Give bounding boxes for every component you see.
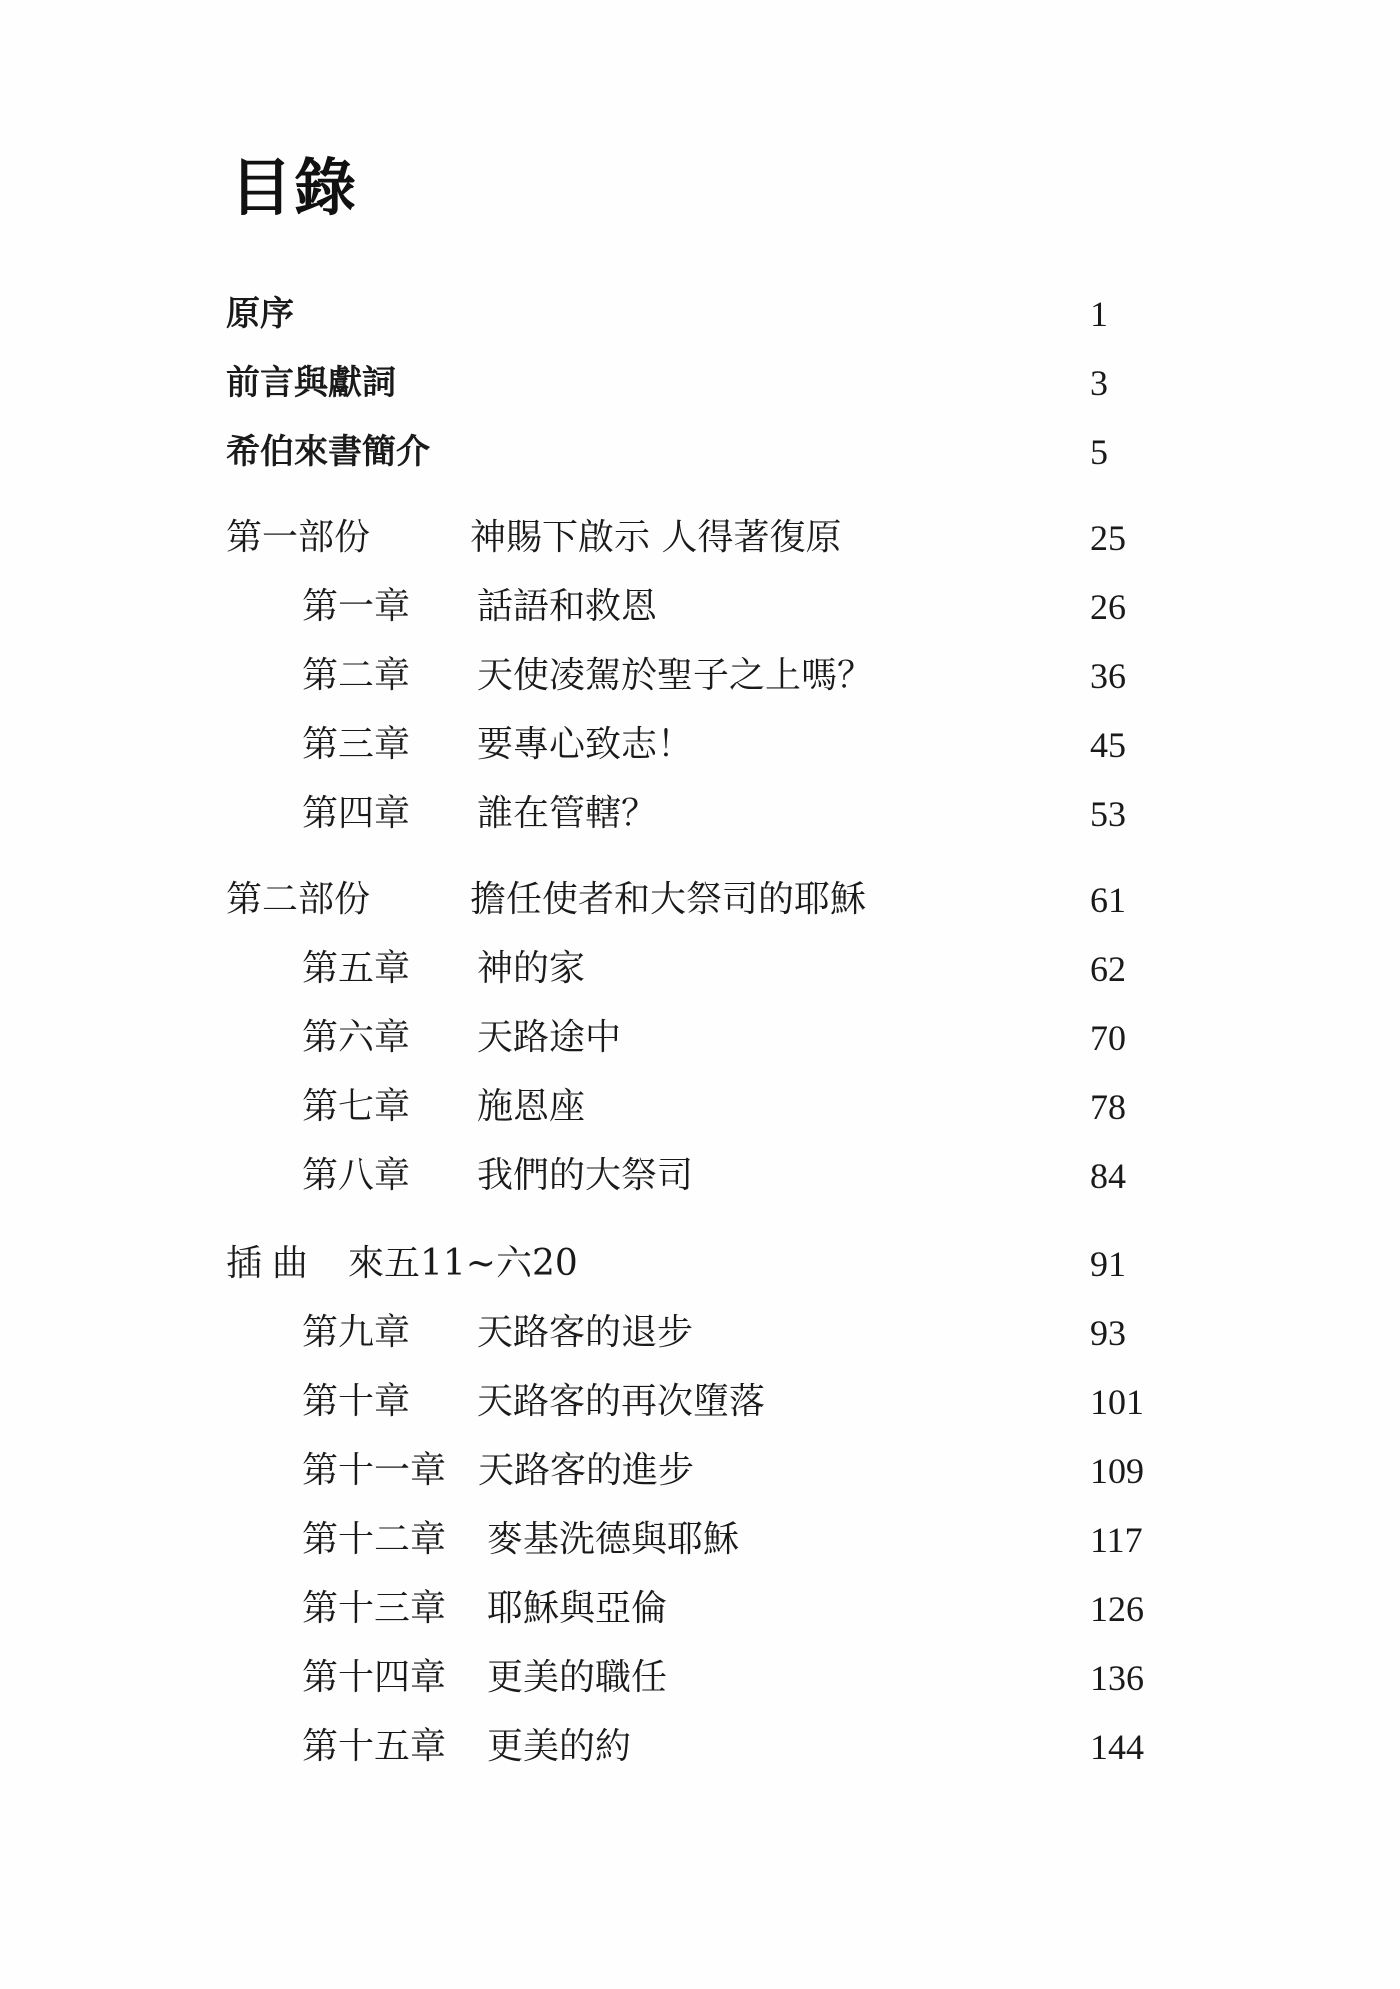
toc-chapter-label: 第六章 [302,1017,411,1058]
toc-page-number: 53 [1090,794,1126,834]
toc-chapter-title: 耶穌與亞倫 [487,1588,668,1629]
toc-page-number: 61 [1090,880,1126,920]
toc-chapter-label: 第三章 [302,724,411,765]
toc-page-number: 144 [1090,1727,1144,1767]
toc-chapter-12 [0,1516,1400,1564]
toc-chapter-title: 神的家 [477,948,586,989]
toc-chapter-title: 誰在管轄？ [477,793,658,834]
toc-entry-label: 原序 [226,294,294,334]
toc-chapter-8 [0,1152,1400,1200]
toc-chapter-label: 第五章 [302,948,411,989]
toc-page-number: 3 [1090,363,1108,403]
toc-part-1 [0,514,1400,562]
toc-chapter-3 [0,721,1400,769]
toc-chapter-title: 更美的職任 [487,1657,668,1698]
toc-part-label: 第一部份 [226,517,371,558]
toc-chapter-label: 第四章 [302,793,411,834]
toc-chapter-label: 第十三章 [302,1588,447,1629]
toc-chapter-label: 第十四章 [302,1657,447,1698]
toc-chapter-13 [0,1585,1400,1633]
toc-part-label: 第二部份 [226,879,371,920]
toc-page-number: 36 [1090,656,1126,696]
toc-interlude [0,1240,1400,1288]
toc-chapter-label: 第七章 [302,1086,411,1127]
toc-page-number: 45 [1090,725,1126,765]
toc-chapter-10 [0,1378,1400,1426]
toc-chapter-1 [0,583,1400,631]
toc-chapter-title: 要專心致志！ [477,724,694,765]
toc-interlude-label: 插曲 [226,1243,319,1284]
toc-chapter-2 [0,652,1400,700]
toc-page-number: 26 [1090,587,1126,627]
page-title: 目錄 [230,151,359,224]
toc-chapter-title: 天使凌駕於聖子之上嗎？ [477,655,874,696]
toc-entry-label: 希伯來書簡介 [226,432,430,472]
toc-interlude-title: 來五11~六20 [348,1243,578,1284]
toc-page-number: 136 [1090,1658,1144,1698]
toc-chapter-label: 第九章 [302,1312,411,1353]
toc-chapter-title: 天路途中 [477,1017,622,1058]
toc-page-number: 117 [1090,1520,1143,1560]
toc-chapter-label: 第一章 [302,586,411,627]
toc-chapter-4 [0,790,1400,838]
toc-chapter-15 [0,1723,1400,1771]
toc-page-number: 5 [1090,432,1108,472]
toc-part-title: 擔任使者和大祭司的耶穌 [470,879,867,920]
toc-page-number: 109 [1090,1451,1144,1491]
toc-chapter-label: 第十章 [302,1381,411,1422]
toc-chapter-7 [0,1083,1400,1131]
toc-chapter-label: 第十五章 [302,1726,447,1767]
toc-chapter-title: 麥基洗德與耶穌 [487,1519,740,1560]
toc-page-number: 25 [1090,518,1126,558]
toc-chapter-title: 天路客的再次墮落 [477,1381,766,1422]
toc-chapter-9 [0,1309,1400,1357]
toc-page-number: 91 [1090,1244,1126,1284]
toc-page-number: 84 [1090,1156,1126,1196]
toc-entry-introduction [0,428,1400,476]
toc-page-number: 1 [1090,294,1108,334]
toc-chapter-title: 話語和救恩 [477,586,658,627]
toc-chapter-14 [0,1654,1400,1702]
toc-chapter-title: 更美的約 [487,1726,632,1767]
toc-entry-label: 前言與獻詞 [226,363,396,403]
toc-chapter-title: 天路客的退步 [477,1312,694,1353]
toc-chapter-label: 第十二章 [302,1519,447,1560]
toc-page-number: 62 [1090,949,1126,989]
toc-chapter-11 [0,1447,1400,1495]
toc-chapter-label: 第八章 [302,1155,411,1196]
toc-part-title: 神賜下啟示 人得著復原 [470,517,842,558]
toc-chapter-label: 第十一章 [302,1450,447,1491]
toc-entry-foreword [0,359,1400,407]
toc-part-2 [0,876,1400,924]
toc-chapter-title: 施恩座 [477,1086,586,1127]
toc-page-number: 101 [1090,1382,1144,1422]
toc-page-number: 78 [1090,1087,1126,1127]
toc-page-number: 126 [1090,1589,1144,1629]
toc-chapter-title: 我們的大祭司 [477,1155,694,1196]
toc-chapter-label: 第二章 [302,655,411,696]
toc-page-number: 70 [1090,1018,1126,1058]
toc-entry-preface [0,290,1400,338]
toc-chapter-6 [0,1014,1400,1062]
toc-chapter-5 [0,945,1400,993]
toc-chapter-title: 天路客的進步 [478,1450,695,1491]
toc-page-number: 93 [1090,1313,1126,1353]
